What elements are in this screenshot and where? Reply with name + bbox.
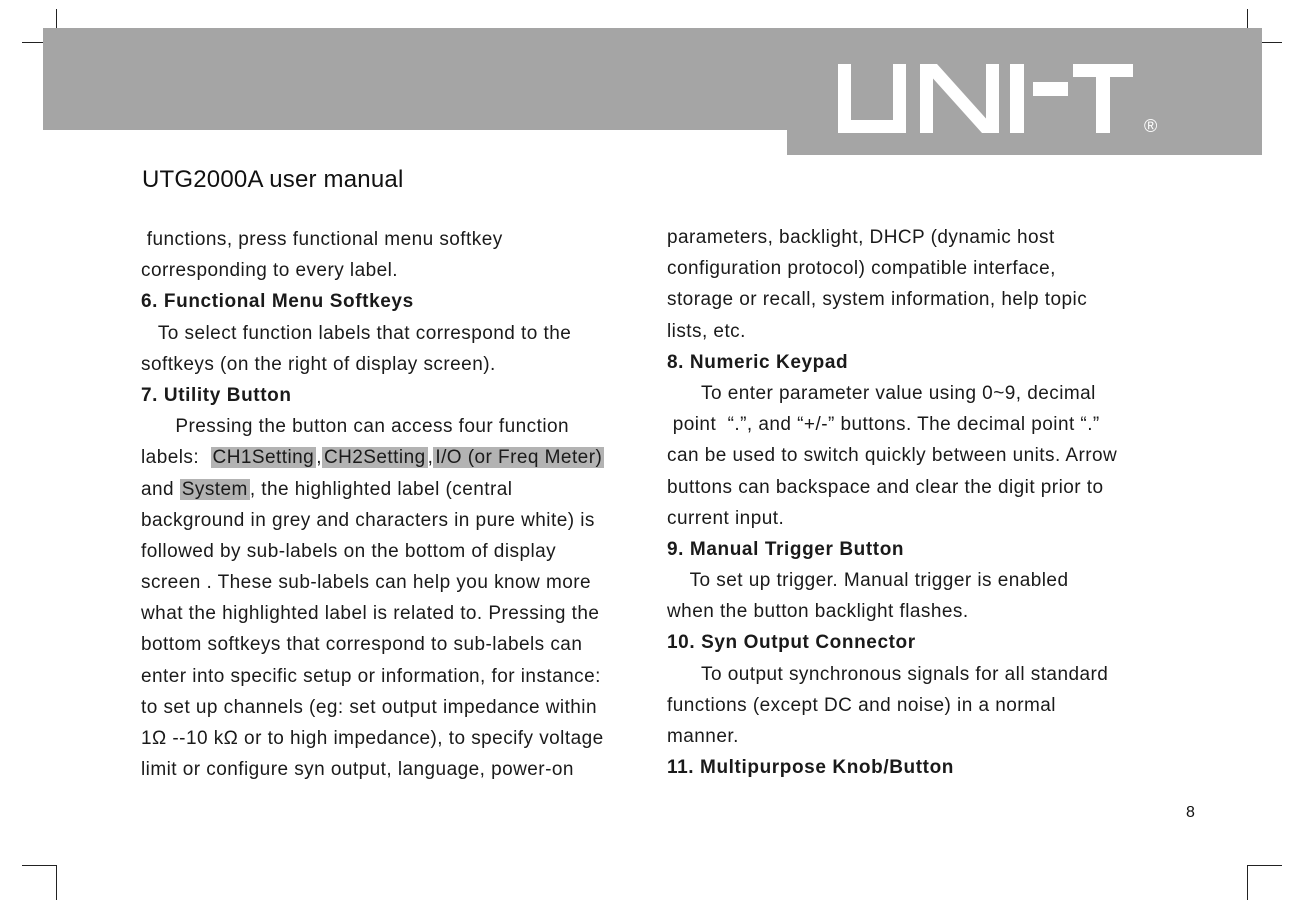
text-line: Pressing the button can access four function (141, 416, 570, 438)
section-heading-utility-button: 7. Utility Button (141, 384, 292, 406)
text-line: when the button backlight flashes. (667, 601, 969, 623)
section-heading-manual-trigger-button: 9. Manual Trigger Button (667, 538, 905, 560)
manual-title: UTG2000A user manual (142, 166, 404, 193)
text-line: parameters, backlight, DHCP (dynamic host (667, 227, 1055, 248)
page-number: 8 (1186, 804, 1195, 821)
text-line: screen . These sub-labels can help you know more (141, 572, 592, 594)
left-column (141, 224, 604, 785)
text-fragment: , the highlighted label (central (249, 478, 513, 500)
text-line: To output synchronous signals for all standard (667, 663, 1109, 685)
text-line: buttons can backspace and clear the digit prior to (667, 476, 1104, 498)
registered-mark: ® (1144, 116, 1158, 136)
text-line: enter into specific setup or information, for instance: (141, 665, 601, 687)
section-heading-functional-menu-softkeys: 6. Functional Menu Softkeys (141, 291, 414, 313)
text-line: limit or configure syn output, language, power-on (141, 759, 574, 781)
text-line: functions, press functional menu softkey (141, 229, 503, 250)
text-line: To select function labels that correspond to the (141, 322, 572, 344)
highlight-label-system: System (181, 478, 248, 500)
section-heading-numeric-keypad: 8. Numeric Keypad (667, 351, 849, 373)
and-prefix: and (141, 478, 180, 500)
comma: , (316, 447, 322, 469)
crop-mark-top-right-horizontal (1262, 42, 1282, 43)
text-line-labels (141, 442, 604, 473)
labels-prefix: labels: (141, 447, 211, 469)
text-line: current input. (667, 507, 785, 529)
text-line: 1Ω --10 kΩ or to high impedance), to specify voltage (141, 728, 604, 749)
right-column (667, 222, 1117, 783)
comma: , (427, 447, 434, 469)
highlight-label-ch2setting: CH2Setting (323, 447, 426, 469)
crop-mark-bottom-left-vertical (56, 866, 57, 900)
text-line: softkeys (on the right of display screen). (141, 353, 496, 375)
text-line: followed by sub-labels on the bottom of display (141, 540, 557, 562)
text-line: what the highlighted label is related to. Pressing the (141, 603, 600, 625)
text-line: manner. (667, 726, 739, 747)
crop-mark-bottom-right-vertical (1247, 866, 1248, 900)
text-line: corresponding to every label. (141, 260, 399, 282)
text-line: can be used to switch quickly between units. Arrow (667, 445, 1118, 467)
text-line: storage or recall, system information, help topic (667, 289, 1088, 311)
section-heading-syn-output-connector: 10. Syn Output Connector (667, 632, 916, 654)
text-line: to set up channels (eg: set output impedance within (141, 696, 597, 718)
text-line: To set up trigger. Manual trigger is enabled (667, 570, 1069, 592)
text-line: To enter parameter value using 0~9, decimal (667, 382, 1096, 404)
text-line-system (141, 474, 604, 505)
text-line: bottom softkeys that correspond to sub-labels can (141, 634, 583, 656)
crop-mark-bottom-left-horizontal (22, 865, 57, 866)
text-line: lists, etc. (667, 320, 746, 342)
crop-mark-bottom-right-horizontal (1247, 865, 1282, 866)
highlight-label-ch1setting: CH1Setting (212, 447, 315, 469)
brand-logo (836, 62, 1166, 138)
crop-mark-top-left-horizontal (22, 42, 44, 43)
text-line: configuration protocol) compatible interface, (667, 258, 1056, 280)
text-line: point “.”, and “+/-” buttons. The decimal point “.” (667, 414, 1100, 436)
text-line: functions (except DC and noise) in a normal (667, 694, 1056, 716)
highlight-label-io-freq-meter: I/O (or Freq Meter) (435, 447, 603, 469)
section-heading-multipurpose-knob-button: 11. Multipurpose Knob/Button (667, 757, 955, 779)
text-line: background in grey and characters in pure white) is (141, 509, 595, 531)
